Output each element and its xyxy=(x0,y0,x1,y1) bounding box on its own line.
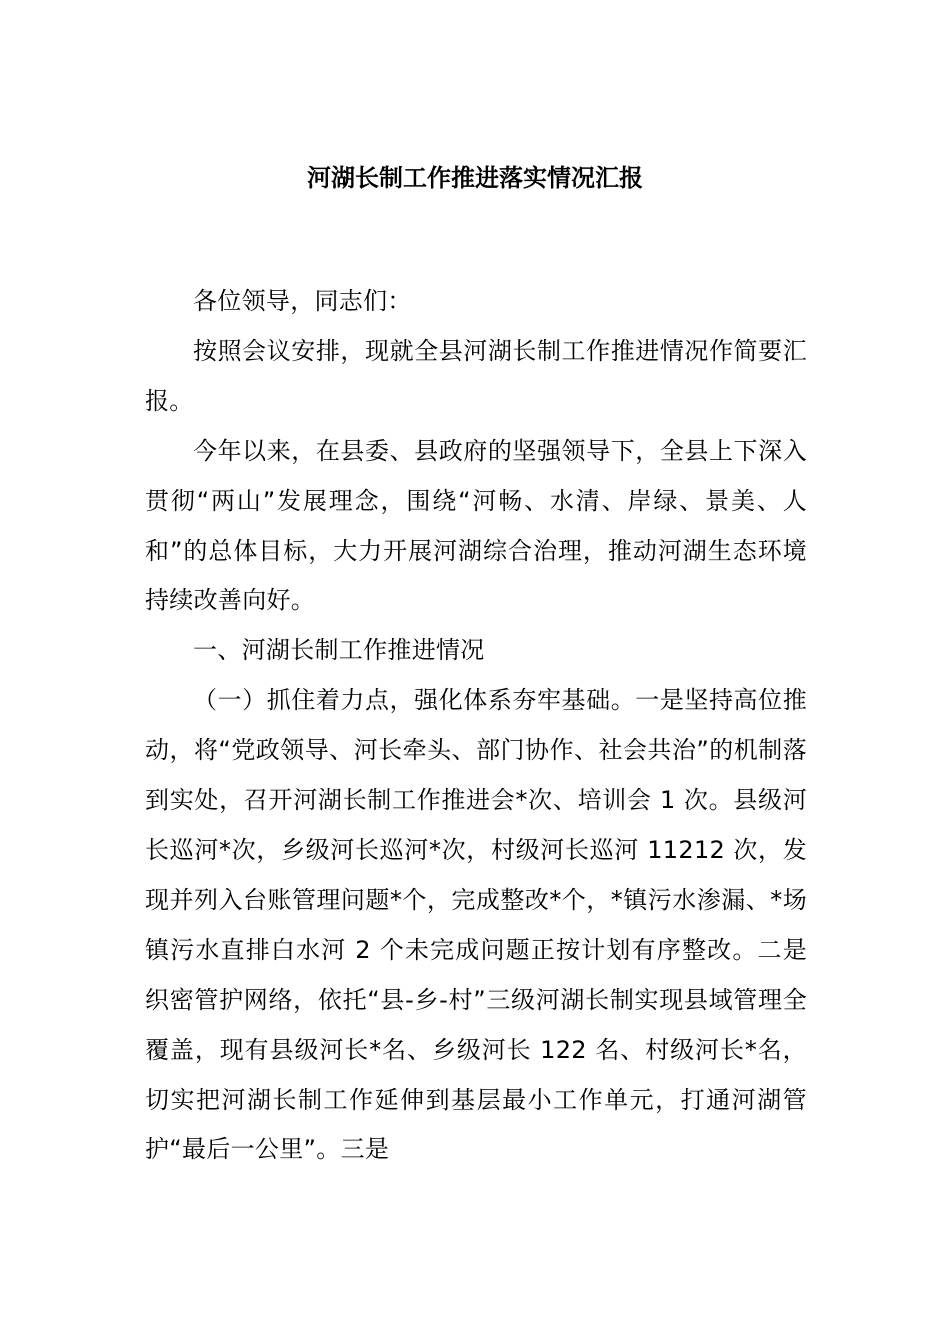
section-heading: 一、河湖长制工作推进情况 xyxy=(193,636,485,665)
intro-paragraph: 按照会议安排，现就全县河湖长制工作推进情况作简要汇报。 xyxy=(145,336,807,415)
section-1-paragraph: （一）抓住着力点，强化体系夯牢基础。一是坚持高位推动，将“党政领导、河长牵头、部门协作、社会共治”的机制落到实处，召开河湖长制工作推进会*次、培训会 1 次。县级河长巡河*次，乡级河长巡河*次，村级河长巡河 11212 次，发现并列入台账管理问题*个，完成整改*个，*镇污水渗漏、*场镇污水直排白水河 2 个未完成问题正按计划有序整改。二是织密管护网络，依托“县-乡-村”三级河湖长制实现县域管理全覆盖，现有县级河长*名、乡级河长 122 名、村级河长*名，切实把河湖长制工作延伸到基层最小工作单元，打通河湖管护“最后一公里”。三是 xyxy=(145,686,807,1164)
overview-paragraph: 今年以来，在县委、县政府的坚强领导下，全县上下深入贯彻“两山”发展理念，围绕“河畅、水清、岸绿、景美、人和”的总体目标，大力开展河湖综合治理，推动河湖生态环境持续改善向好。 xyxy=(145,436,807,615)
document-title: 河湖长制工作推进落实情况汇报 xyxy=(307,164,643,192)
salutation-paragraph: 各位领导，同志们： xyxy=(193,287,412,315)
document-body xyxy=(145,277,807,1175)
